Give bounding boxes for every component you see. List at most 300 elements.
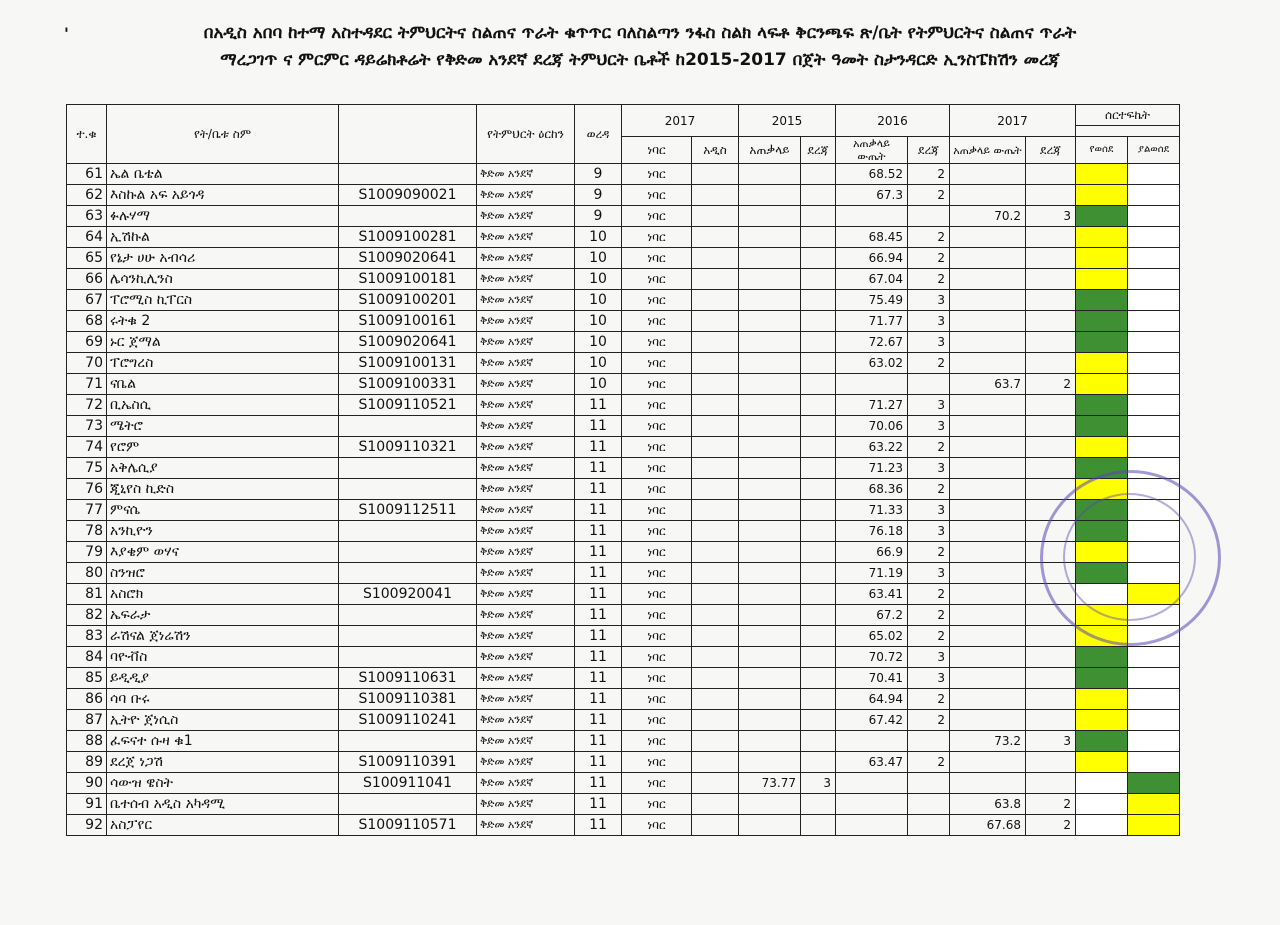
school-type: ነባር <box>622 248 692 269</box>
new-cell <box>692 227 739 248</box>
new-cell <box>692 206 739 227</box>
certificate-not-took-cell <box>1128 437 1180 458</box>
woreda: 10 <box>575 374 622 395</box>
certificate-not-took-cell <box>1128 521 1180 542</box>
school-level: ቅድመ አንደኛ <box>477 458 575 479</box>
certificate-not-took-cell <box>1128 227 1180 248</box>
row-number: 91 <box>67 794 107 815</box>
new-cell <box>692 710 739 731</box>
level-2016 <box>908 731 950 752</box>
score-2017 <box>950 668 1026 689</box>
level-2016: 2 <box>908 710 950 731</box>
school-level: ቅድመ አንደኛ <box>477 248 575 269</box>
woreda: 10 <box>575 248 622 269</box>
new-cell <box>692 290 739 311</box>
inspection-table <box>66 104 1180 836</box>
school-code <box>339 647 477 668</box>
woreda: 10 <box>575 332 622 353</box>
table-row <box>67 353 1180 374</box>
level-2015 <box>801 269 836 290</box>
score-2016: 68.45 <box>836 227 908 248</box>
score-2017 <box>950 500 1026 521</box>
certificate-took-cell <box>1076 605 1128 626</box>
new-cell <box>692 374 739 395</box>
school-code <box>339 563 477 584</box>
score-2017 <box>950 164 1026 185</box>
level-2017 <box>1026 689 1076 710</box>
row-number: 92 <box>67 815 107 836</box>
table-row <box>67 185 1180 206</box>
header-school-name: የት/ቤቱ ስም <box>107 105 339 164</box>
header-not-took: ያልወሰደ <box>1128 137 1180 164</box>
school-type: ነባር <box>622 395 692 416</box>
school-code <box>339 731 477 752</box>
header-level-2015: ደረጃ <box>801 137 836 164</box>
level-2017: 3 <box>1026 731 1076 752</box>
certificate-not-took-cell <box>1128 500 1180 521</box>
school-level: ቅድመ አንደኛ <box>477 479 575 500</box>
certificate-not-took-cell <box>1128 353 1180 374</box>
score-2017 <box>950 752 1026 773</box>
level-2017 <box>1026 311 1076 332</box>
school-level: ቅድመ አንደኛ <box>477 500 575 521</box>
school-name: ኢሽኩል <box>107 227 339 248</box>
certificate-not-took-cell <box>1128 290 1180 311</box>
certificate-not-took-cell <box>1128 206 1180 227</box>
certificate-not-took-cell <box>1128 458 1180 479</box>
school-code <box>339 479 477 500</box>
table-body <box>67 164 1180 836</box>
school-name: ሳውዝ ዌስት <box>107 773 339 794</box>
level-2015 <box>801 332 836 353</box>
table-row <box>67 395 1180 416</box>
score-2016: 70.72 <box>836 647 908 668</box>
school-type: ነባር <box>622 668 692 689</box>
new-cell <box>692 521 739 542</box>
school-name: አቅሌሲያ <box>107 458 339 479</box>
level-2016: 3 <box>908 563 950 584</box>
school-code <box>339 794 477 815</box>
score-2015 <box>739 269 801 290</box>
school-level: ቅድመ አንደኛ <box>477 353 575 374</box>
school-code <box>339 542 477 563</box>
score-2016: 63.22 <box>836 437 908 458</box>
woreda: 11 <box>575 626 622 647</box>
score-2015 <box>739 605 801 626</box>
new-cell <box>692 332 739 353</box>
score-2017 <box>950 311 1026 332</box>
header-code <box>339 105 477 164</box>
new-cell <box>692 731 739 752</box>
certificate-took-cell <box>1076 332 1128 353</box>
school-code <box>339 458 477 479</box>
row-number: 82 <box>67 605 107 626</box>
school-code: S1009090021 <box>339 185 477 206</box>
score-2015 <box>739 626 801 647</box>
certificate-not-took-cell <box>1128 815 1180 836</box>
school-level: ቅድመ አንደኛ <box>477 269 575 290</box>
school-type: ነባር <box>622 521 692 542</box>
row-number: 87 <box>67 710 107 731</box>
level-2016: 3 <box>908 458 950 479</box>
level-2017 <box>1026 185 1076 206</box>
school-code: S1009100281 <box>339 227 477 248</box>
school-level: ቅድመ አንደኛ <box>477 794 575 815</box>
score-2015 <box>739 164 801 185</box>
table-row <box>67 521 1180 542</box>
school-name: ቤተሰብ አዲስ አካዳሚ <box>107 794 339 815</box>
school-level: ቅድመ አንደኛ <box>477 731 575 752</box>
level-2015 <box>801 374 836 395</box>
school-type: ነባር <box>622 752 692 773</box>
school-type: ነባር <box>622 206 692 227</box>
score-2015 <box>739 332 801 353</box>
header-total-result-2017: አጠቃላይ ውጤት <box>950 137 1026 164</box>
level-2017 <box>1026 290 1076 311</box>
certificate-not-took-cell <box>1128 731 1180 752</box>
school-name: ስንዝሮ <box>107 563 339 584</box>
level-2015 <box>801 752 836 773</box>
row-number: 89 <box>67 752 107 773</box>
score-2017 <box>950 353 1026 374</box>
school-level: ቅድመ አንደኛ <box>477 668 575 689</box>
score-2016 <box>836 374 908 395</box>
school-name: ደረጀ ነጋሽ <box>107 752 339 773</box>
school-code <box>339 605 477 626</box>
level-2017 <box>1026 521 1076 542</box>
score-2015 <box>739 752 801 773</box>
level-2015 <box>801 647 836 668</box>
school-name: ሩትቁ 2 <box>107 311 339 332</box>
school-name: ኤፍራታ <box>107 605 339 626</box>
header-woreda: ወረዳ <box>575 105 622 164</box>
score-2015 <box>739 689 801 710</box>
score-2016: 67.3 <box>836 185 908 206</box>
table-row <box>67 626 1180 647</box>
level-2017 <box>1026 647 1076 668</box>
school-name: ፈፍናተ ሱዛ ቁ1 <box>107 731 339 752</box>
row-number: 68 <box>67 311 107 332</box>
level-2015 <box>801 542 836 563</box>
certificate-took-cell <box>1076 542 1128 563</box>
header-level-2017: ደረጃ <box>1026 137 1076 164</box>
level-2017 <box>1026 164 1076 185</box>
school-type: ነባር <box>622 731 692 752</box>
row-number: 66 <box>67 269 107 290</box>
row-number: 85 <box>67 668 107 689</box>
level-2015 <box>801 689 836 710</box>
score-2016: 71.27 <box>836 395 908 416</box>
school-type: ነባር <box>622 185 692 206</box>
score-2016: 75.49 <box>836 290 908 311</box>
level-2017 <box>1026 773 1076 794</box>
score-2016 <box>836 731 908 752</box>
level-2017 <box>1026 227 1076 248</box>
score-2015 <box>739 731 801 752</box>
row-number: 70 <box>67 353 107 374</box>
school-name: ፐሮሚስ ኪፐርስ <box>107 290 339 311</box>
school-code: S1009100131 <box>339 353 477 374</box>
score-2017 <box>950 437 1026 458</box>
woreda: 11 <box>575 416 622 437</box>
header-year-2015: 2015 <box>739 105 836 137</box>
level-2015 <box>801 353 836 374</box>
level-2015 <box>801 416 836 437</box>
score-2015 <box>739 374 801 395</box>
score-2016: 71.19 <box>836 563 908 584</box>
woreda: 11 <box>575 731 622 752</box>
title-line-2: ማረጋገጥ ና ምርምር ዳይሬክቶሬት የቅድመ አንደኛ ደረጃ ትምህርት ቤቶች ከ2015-2017 በጀት ዓመት ስታንዳርድ ኢንስፔክሽን መረጃ <box>220 50 1060 70</box>
school-type: ነባር <box>622 773 692 794</box>
row-number: 80 <box>67 563 107 584</box>
score-2016: 68.36 <box>836 479 908 500</box>
school-type: ነባር <box>622 689 692 710</box>
score-2017: 67.68 <box>950 815 1026 836</box>
new-cell <box>692 689 739 710</box>
certificate-not-took-cell <box>1128 395 1180 416</box>
level-2016: 2 <box>908 584 950 605</box>
new-cell <box>692 500 739 521</box>
woreda: 11 <box>575 794 622 815</box>
row-number: 84 <box>67 647 107 668</box>
score-2015 <box>739 458 801 479</box>
school-level: ቅድመ አንደኛ <box>477 227 575 248</box>
level-2016: 3 <box>908 521 950 542</box>
level-2016: 2 <box>908 248 950 269</box>
school-code: S1009110521 <box>339 395 477 416</box>
woreda: 10 <box>575 227 622 248</box>
school-code <box>339 164 477 185</box>
table-row <box>67 164 1180 185</box>
school-code: S1009110571 <box>339 815 477 836</box>
certificate-took-cell <box>1076 731 1128 752</box>
certificate-took-cell <box>1076 815 1128 836</box>
header-certificate-spacer <box>1076 126 1180 137</box>
table-row <box>67 647 1180 668</box>
woreda: 11 <box>575 542 622 563</box>
level-2015 <box>801 626 836 647</box>
new-cell <box>692 605 739 626</box>
certificate-not-took-cell <box>1128 689 1180 710</box>
certificate-not-took-cell <box>1128 185 1180 206</box>
score-2015: 73.77 <box>739 773 801 794</box>
school-level: ቅድመ አንደኛ <box>477 773 575 794</box>
level-2017 <box>1026 563 1076 584</box>
school-type: ነባር <box>622 794 692 815</box>
school-code: S1009100201 <box>339 290 477 311</box>
level-2016: 2 <box>908 689 950 710</box>
row-number: 74 <box>67 437 107 458</box>
level-2017 <box>1026 353 1076 374</box>
score-2017 <box>950 290 1026 311</box>
table-row <box>67 542 1180 563</box>
score-2017 <box>950 395 1026 416</box>
certificate-not-took-cell <box>1128 647 1180 668</box>
school-name: ራሽናል ጀነሬሽን <box>107 626 339 647</box>
school-name: ሜትሮ <box>107 416 339 437</box>
table-row <box>67 416 1180 437</box>
row-number: 81 <box>67 584 107 605</box>
school-type: ነባር <box>622 626 692 647</box>
certificate-took-cell <box>1076 416 1128 437</box>
score-2016: 71.77 <box>836 311 908 332</box>
row-number: 72 <box>67 395 107 416</box>
score-2016: 67.04 <box>836 269 908 290</box>
certificate-took-cell <box>1076 794 1128 815</box>
header-existing: ነባር <box>622 137 692 164</box>
row-number: 83 <box>67 626 107 647</box>
level-2016: 2 <box>908 626 950 647</box>
certificate-not-took-cell <box>1128 374 1180 395</box>
row-number: 61 <box>67 164 107 185</box>
row-number: 75 <box>67 458 107 479</box>
new-cell <box>692 815 739 836</box>
certificate-not-took-cell <box>1128 332 1180 353</box>
level-2017 <box>1026 332 1076 353</box>
certificate-took-cell <box>1076 521 1128 542</box>
woreda: 9 <box>575 185 622 206</box>
woreda: 11 <box>575 521 622 542</box>
level-2015 <box>801 206 836 227</box>
score-2016 <box>836 794 908 815</box>
score-2017: 73.2 <box>950 731 1026 752</box>
score-2017 <box>950 584 1026 605</box>
new-cell <box>692 668 739 689</box>
school-level: ቅድመ አንደኛ <box>477 416 575 437</box>
school-name: የሮም <box>107 437 339 458</box>
new-cell <box>692 626 739 647</box>
table-header <box>67 105 1180 164</box>
score-2016 <box>836 206 908 227</box>
table-row <box>67 563 1180 584</box>
level-2015 <box>801 521 836 542</box>
certificate-took-cell <box>1076 437 1128 458</box>
level-2017: 2 <box>1026 374 1076 395</box>
level-2016: 2 <box>908 752 950 773</box>
table-row <box>67 668 1180 689</box>
woreda: 11 <box>575 773 622 794</box>
header-total-2015: አጠቃላይ <box>739 137 801 164</box>
table-row <box>67 311 1180 332</box>
school-level: ቅድመ አንደኛ <box>477 710 575 731</box>
school-type: ነባር <box>622 437 692 458</box>
level-2016: 2 <box>908 479 950 500</box>
school-level: ቅድመ አንደኛ <box>477 689 575 710</box>
certificate-not-took-cell <box>1128 311 1180 332</box>
new-cell <box>692 542 739 563</box>
school-level: ቅድመ አንደኛ <box>477 185 575 206</box>
score-2015 <box>739 185 801 206</box>
level-2015 <box>801 563 836 584</box>
certificate-took-cell <box>1076 185 1128 206</box>
level-2017: 2 <box>1026 815 1076 836</box>
level-2016 <box>908 206 950 227</box>
level-2016 <box>908 794 950 815</box>
school-level: ቅድመ አንደኛ <box>477 164 575 185</box>
new-cell <box>692 773 739 794</box>
level-2015 <box>801 479 836 500</box>
school-code: S1009110631 <box>339 668 477 689</box>
header-certificate: ሰርተፍኬት <box>1076 105 1180 126</box>
score-2016: 70.06 <box>836 416 908 437</box>
certificate-not-took-cell <box>1128 584 1180 605</box>
score-2017: 70.2 <box>950 206 1026 227</box>
level-2015 <box>801 731 836 752</box>
level-2016: 2 <box>908 437 950 458</box>
school-name: ምናሴ <box>107 500 339 521</box>
certificate-not-took-cell <box>1128 710 1180 731</box>
woreda: 11 <box>575 605 622 626</box>
certificate-took-cell <box>1076 689 1128 710</box>
new-cell <box>692 353 739 374</box>
score-2015 <box>739 248 801 269</box>
score-2017 <box>950 710 1026 731</box>
level-2015 <box>801 437 836 458</box>
new-cell <box>692 248 739 269</box>
school-level: ቅድመ አንደኛ <box>477 374 575 395</box>
school-name: ኑር ጀማል <box>107 332 339 353</box>
header-year-2017-type: 2017 <box>622 105 739 137</box>
row-number: 73 <box>67 416 107 437</box>
school-type: ነባር <box>622 563 692 584</box>
level-2016: 2 <box>908 227 950 248</box>
score-2017 <box>950 647 1026 668</box>
school-name: ፉሉሃማ <box>107 206 339 227</box>
school-name: ጂኒየስ ኪድስ <box>107 479 339 500</box>
row-number: 90 <box>67 773 107 794</box>
header-year-2017-result: 2017 <box>950 105 1076 137</box>
certificate-took-cell <box>1076 227 1128 248</box>
school-type: ነባር <box>622 164 692 185</box>
level-2017 <box>1026 710 1076 731</box>
school-code: S1009110321 <box>339 437 477 458</box>
row-number: 78 <box>67 521 107 542</box>
school-name: ባዮቭስ <box>107 647 339 668</box>
school-name: ቢኤስሲ <box>107 395 339 416</box>
level-2016 <box>908 374 950 395</box>
school-name: የኔታ ሀሁ አብሳሪ <box>107 248 339 269</box>
level-2016: 3 <box>908 332 950 353</box>
woreda: 11 <box>575 458 622 479</box>
score-2015 <box>739 500 801 521</box>
table-row <box>67 479 1180 500</box>
school-code: S1009100331 <box>339 374 477 395</box>
table-row <box>67 689 1180 710</box>
score-2016: 71.33 <box>836 500 908 521</box>
score-2016: 67.42 <box>836 710 908 731</box>
score-2015 <box>739 416 801 437</box>
certificate-took-cell <box>1076 374 1128 395</box>
level-2015 <box>801 815 836 836</box>
school-level: ቅድመ አንደኛ <box>477 521 575 542</box>
level-2015 <box>801 605 836 626</box>
level-2015 <box>801 311 836 332</box>
new-cell <box>692 794 739 815</box>
level-2017 <box>1026 626 1076 647</box>
school-level: ቅድመ አንደኛ <box>477 647 575 668</box>
school-type: ነባር <box>622 542 692 563</box>
certificate-took-cell <box>1076 563 1128 584</box>
score-2016: 67.2 <box>836 605 908 626</box>
score-2017 <box>950 332 1026 353</box>
school-level: ቅድመ አንደኛ <box>477 206 575 227</box>
header-no: ተ.ቁ <box>67 105 107 164</box>
score-2016 <box>836 815 908 836</box>
school-name: ይዲዲያ <box>107 668 339 689</box>
score-2016: 66.9 <box>836 542 908 563</box>
school-level: ቅድመ አንደኛ <box>477 437 575 458</box>
school-name: ኤል ቤቴል <box>107 164 339 185</box>
